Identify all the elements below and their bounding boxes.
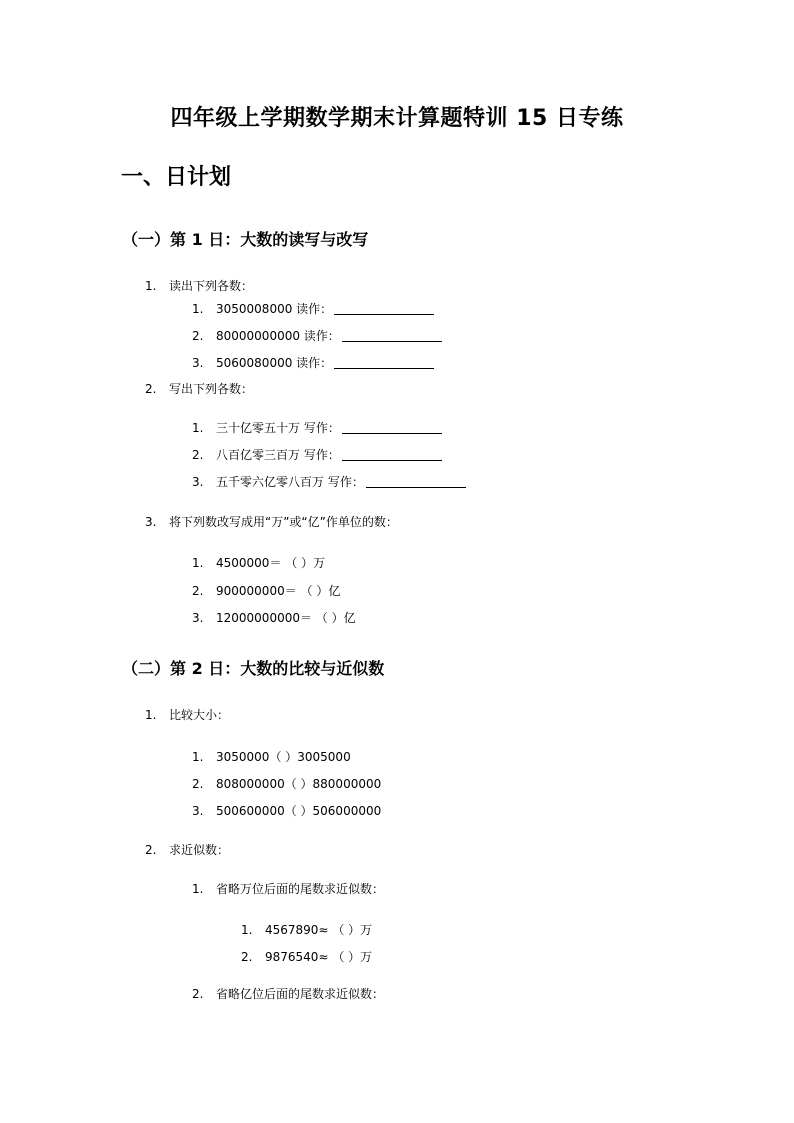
item-number: 2. <box>192 584 204 598</box>
item-number: 1. <box>192 882 204 896</box>
item-number: 3. <box>192 356 204 370</box>
item-text: 省略亿位后面的尾数求近似数： <box>216 987 385 1001</box>
item-text: 80000000000 读作： <box>216 329 340 343</box>
answer-blank[interactable] <box>342 421 442 434</box>
item-text: 808000000（ ）880000000 <box>216 777 382 791</box>
question-text: 比较大小： <box>169 708 230 722</box>
item-text: 五千零六亿零八百万 写作： <box>216 475 364 489</box>
item-number: 2. <box>192 329 204 343</box>
answer-blank[interactable] <box>334 356 434 369</box>
day2-q1-item-2 <box>192 776 381 792</box>
item-number: 1. <box>192 750 204 764</box>
item-text: 900000000＝ （ ）亿 <box>216 584 341 598</box>
day1-q2 <box>145 381 253 397</box>
day1-q3 <box>145 514 398 530</box>
item-number: 3. <box>192 804 204 818</box>
day1-q2-item-2 <box>192 447 442 463</box>
item-number: 2. <box>241 950 253 964</box>
day1-q3-item-2 <box>192 583 340 599</box>
day1-q1-item-1 <box>192 301 434 317</box>
day2-q2 <box>145 842 229 858</box>
item-text: 5060080000 读作： <box>216 356 333 370</box>
item-number: 3. <box>192 475 204 489</box>
item-text: 三十亿零五十万 写作： <box>216 421 340 435</box>
question-number: 2. <box>145 843 157 857</box>
day2-q2-sub2 <box>192 986 384 1002</box>
day1-heading: （一）第 1 日：大数的读写与改写 <box>122 230 369 249</box>
day1-q3-item-1 <box>192 555 325 571</box>
item-text: 12000000000＝ （ ）亿 <box>216 611 356 625</box>
question-number: 2. <box>145 382 157 396</box>
day2-q1 <box>145 707 229 723</box>
question-number: 3. <box>145 515 157 529</box>
question-text: 读出下列各数： <box>169 279 254 293</box>
day1-q2-item-1 <box>192 420 442 436</box>
day1-q1-item-3 <box>192 355 434 371</box>
day1-q1-item-2 <box>192 328 442 344</box>
item-number: 3. <box>192 611 204 625</box>
question-text: 求近似数： <box>169 843 230 857</box>
answer-blank[interactable] <box>366 475 466 488</box>
question-number: 1. <box>145 708 157 722</box>
item-number: 2. <box>192 777 204 791</box>
day1-q2-item-3 <box>192 474 466 490</box>
day2-heading: （二）第 2 日：大数的比较与近似数 <box>122 659 385 678</box>
day2-q1-item-1 <box>192 749 351 765</box>
item-number: 1. <box>192 421 204 435</box>
answer-blank[interactable] <box>342 329 442 342</box>
question-number: 1. <box>145 279 157 293</box>
day2-q2-sub1-item-2 <box>241 949 372 965</box>
item-text: 3050000（ ）3005000 <box>216 750 351 764</box>
item-text: 9876540≈ （ ）万 <box>265 950 373 964</box>
item-number: 2. <box>192 448 204 462</box>
item-text: 3050008000 读作： <box>216 302 333 316</box>
document-title: 四年级上学期数学期末计算题特训 15 日专练 <box>170 106 624 131</box>
day1-q3-item-3 <box>192 610 356 626</box>
item-number: 2. <box>192 987 204 1001</box>
item-text: 4500000＝ （ ）万 <box>216 556 326 570</box>
day2-q2-sub1-item-1 <box>241 922 372 938</box>
item-text: 省略万位后面的尾数求近似数： <box>216 882 385 896</box>
item-number: 1. <box>192 302 204 316</box>
item-number: 1. <box>241 923 253 937</box>
item-number: 1. <box>192 556 204 570</box>
day2-q1-item-3 <box>192 803 381 819</box>
answer-blank[interactable] <box>334 302 434 315</box>
answer-blank[interactable] <box>342 448 442 461</box>
item-text: 500600000（ ）506000000 <box>216 804 382 818</box>
question-text: 将下列数改写成用“万”或“亿”作单位的数： <box>169 515 398 529</box>
item-text: 八百亿零三百万 写作： <box>216 448 340 462</box>
section-heading-plan: 一、日计划 <box>121 165 232 190</box>
item-text: 4567890≈ （ ）万 <box>265 923 373 937</box>
day1-q1 <box>145 278 253 294</box>
day2-q2-sub1 <box>192 881 384 897</box>
question-text: 写出下列各数： <box>169 382 254 396</box>
